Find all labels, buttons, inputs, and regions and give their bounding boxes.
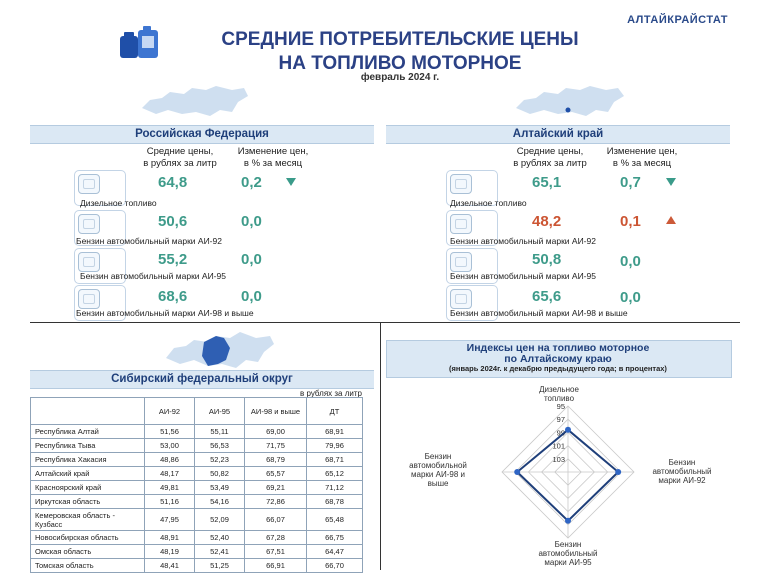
radar-point	[615, 469, 621, 475]
ak-price-ai92: 48,2	[532, 213, 562, 230]
table-row	[31, 545, 363, 559]
horizontal-divider	[30, 322, 740, 323]
organization-name: АЛТАЙКРАЙСТАТ	[627, 14, 728, 26]
price-cell: 51,56	[145, 425, 195, 439]
price-cell: 48,19	[145, 545, 195, 559]
radar-tick-label: 97	[556, 415, 565, 425]
fuel-card-icon	[450, 174, 472, 194]
sfo-price-table	[30, 397, 363, 573]
page-title-line1: СРЕДНИЕ ПОТРЕБИТЕЛЬСКИЕ ЦЕНЫ	[221, 29, 579, 50]
table-row	[31, 531, 363, 545]
price-cell: 49,81	[145, 481, 195, 495]
rf-price-diesel: 64,8	[158, 174, 188, 191]
price-cell: 52,23	[195, 453, 245, 467]
rf-name-ai95: Бензин автомобильный марки АИ-95	[80, 271, 226, 281]
ak-price-diesel: 65,1	[532, 174, 562, 191]
table-row	[31, 559, 363, 573]
fuel-card-icon	[78, 289, 100, 309]
rf-change-ai92: 0,0	[241, 213, 262, 230]
radar-axis-label-ai95: Бензин автомобильный марки АИ-95	[538, 540, 598, 567]
table-row	[31, 467, 363, 481]
price-cell: 52,09	[195, 509, 245, 531]
region-cell: Омская область	[31, 545, 145, 559]
region-cell: Томская область	[31, 559, 145, 573]
price-cell: 54,16	[195, 495, 245, 509]
radar-axis-label-ai92: Бензин автомобильный марки АИ-92	[652, 458, 712, 485]
russia-map-icon	[140, 84, 250, 123]
price-cell: 69,21	[245, 481, 307, 495]
region-cell: Иркутская область	[31, 495, 145, 509]
russia-map-altai-icon	[514, 84, 626, 123]
table-row	[31, 453, 363, 467]
radar-point	[514, 469, 520, 475]
table-header-cell: АИ-98 и выше	[245, 398, 307, 425]
rf-name-ai92: Бензин автомобильный марки АИ-92	[76, 236, 222, 246]
ak-change-ai98: 0,0	[620, 289, 641, 306]
ak-col-price-header: Средние цены, в рублях за литр	[513, 146, 587, 169]
radar-tick-label: 95	[556, 402, 565, 411]
rf-col-change-header: Изменение цен, в % за месяц	[237, 146, 309, 169]
radar-tick-label: 101	[552, 441, 565, 451]
price-cell: 66,70	[307, 559, 363, 573]
price-cell: 53,49	[195, 481, 245, 495]
price-cell: 71,75	[245, 439, 307, 453]
vertical-divider	[380, 322, 381, 570]
ak-name-ai92: Бензин автомобильный марки АИ-92	[450, 236, 596, 246]
price-cell: 64,47	[307, 545, 363, 559]
radar-point	[565, 518, 571, 524]
rf-name-ai98: Бензин автомобильный марки АИ-98 и выше	[76, 308, 254, 318]
price-cell: 69,00	[245, 425, 307, 439]
radar-tick-label: 99	[556, 428, 565, 438]
region-cell: Алтайский край	[31, 467, 145, 481]
radar-tick-label: 103	[552, 454, 565, 464]
price-cell: 65,57	[245, 467, 307, 481]
rf-change-ai95: 0,0	[241, 251, 262, 268]
table-header-row	[31, 398, 363, 425]
price-cell: 79,96	[307, 439, 363, 453]
page-title-line2: НА ТОПЛИВО МОТОРНОЕ	[278, 53, 522, 74]
price-cell: 51,25	[195, 559, 245, 573]
radar-title-line2: по Алтайскому краю	[504, 353, 612, 365]
price-cell: 50,82	[195, 467, 245, 481]
sfo-unit-label: в рублях за литр	[300, 389, 362, 398]
rf-change-diesel: 0,2	[241, 174, 262, 191]
fuel-card-icon	[78, 214, 100, 234]
radar-subtitle: (январь 2024г. к декабрю предыдущего года; в процентах)	[449, 364, 667, 373]
section-title-sfo: Сибирский федеральный округ	[30, 370, 374, 389]
ak-price-ai98: 65,6	[532, 288, 562, 305]
price-cell: 68,71	[307, 453, 363, 467]
price-cell: 48,91	[145, 531, 195, 545]
region-cell: Новосибирская область	[31, 531, 145, 545]
price-cell: 65,12	[307, 467, 363, 481]
price-cell: 53,00	[145, 439, 195, 453]
price-cell: 66,07	[245, 509, 307, 531]
region-cell: Красноярский край	[31, 481, 145, 495]
rf-name-diesel: Дизельное топливо	[80, 198, 157, 208]
fuel-card-icon	[78, 174, 100, 194]
region-cell: Республика Тыва	[31, 439, 145, 453]
region-cell: Республика Алтай	[31, 425, 145, 439]
price-cell: 48,17	[145, 467, 195, 481]
section-title-altai: Алтайский край	[386, 125, 730, 144]
price-cell: 67,28	[245, 531, 307, 545]
section-title-russia: Российская Федерация	[30, 125, 374, 144]
rf-col-price-header: Средние цены, в рублях за литр	[143, 146, 217, 169]
table-header-cell: ДТ	[307, 398, 363, 425]
price-cell: 67,51	[245, 545, 307, 559]
ak-name-ai98: Бензин автомобильный марки АИ-98 и выше	[450, 308, 628, 318]
rf-price-ai92: 50,6	[158, 213, 188, 230]
table-row	[31, 509, 363, 531]
price-cell: 68,79	[245, 453, 307, 467]
price-cell: 68,78	[307, 495, 363, 509]
price-cell: 48,41	[145, 559, 195, 573]
table-header-cell: АИ-95	[195, 398, 245, 425]
radar-point	[565, 427, 571, 433]
fuel-card-icon	[450, 289, 472, 309]
ak-name-diesel: Дизельное топливо	[450, 198, 527, 208]
trend-up-icon	[666, 216, 676, 224]
rf-change-ai98: 0,0	[241, 288, 262, 305]
price-cell: 48,86	[145, 453, 195, 467]
price-cell: 51,16	[145, 495, 195, 509]
price-cell: 52,41	[195, 545, 245, 559]
table-header-cell	[31, 398, 145, 425]
price-cell: 66,75	[307, 531, 363, 545]
siberia-map-icon	[164, 330, 276, 375]
trend-down-icon	[286, 178, 296, 186]
table-row	[31, 495, 363, 509]
region-cell: Кемеровская область - Кузбасс	[31, 509, 145, 531]
radar-axis-label-diesel: Дизельное топливо	[539, 385, 579, 403]
price-cell: 65,48	[307, 509, 363, 531]
rf-price-ai98: 68,6	[158, 288, 188, 305]
price-cell: 56,53	[195, 439, 245, 453]
ak-name-ai95: Бензин автомобильный марки АИ-95	[450, 271, 596, 281]
rf-price-ai95: 55,2	[158, 251, 188, 268]
sfo-table-container	[30, 397, 363, 573]
ak-change-ai92: 0,1	[620, 213, 641, 230]
ak-price-ai95: 50,8	[532, 251, 562, 268]
region-cell: Республика Хакасия	[31, 453, 145, 467]
price-cell: 52,40	[195, 531, 245, 545]
table-row	[31, 481, 363, 495]
table-header-cell: АИ-92	[145, 398, 195, 425]
radar-axis-label-ai98: Бензин автомобильной марки АИ-98 и выше	[409, 452, 467, 488]
table-row	[31, 439, 363, 453]
table-row	[31, 425, 363, 439]
ak-change-diesel: 0,7	[620, 174, 641, 191]
radar-title-line1: Индексы цен на топливо моторное	[466, 342, 650, 354]
fuel-card-icon	[450, 252, 472, 272]
ak-col-change-header: Изменение цен, в % за месяц	[606, 146, 678, 169]
price-cell: 47,95	[145, 509, 195, 531]
price-cell: 72,86	[245, 495, 307, 509]
price-cell: 66,91	[245, 559, 307, 573]
ak-change-ai95: 0,0	[620, 253, 641, 270]
price-cell: 71,12	[307, 481, 363, 495]
fuel-card-icon	[450, 214, 472, 234]
period-label: февраль 2024 г.	[360, 72, 440, 83]
price-cell: 55,11	[195, 425, 245, 439]
trend-down-icon	[666, 178, 676, 186]
fuel-card-icon	[78, 252, 100, 272]
price-cell: 68,91	[307, 425, 363, 439]
